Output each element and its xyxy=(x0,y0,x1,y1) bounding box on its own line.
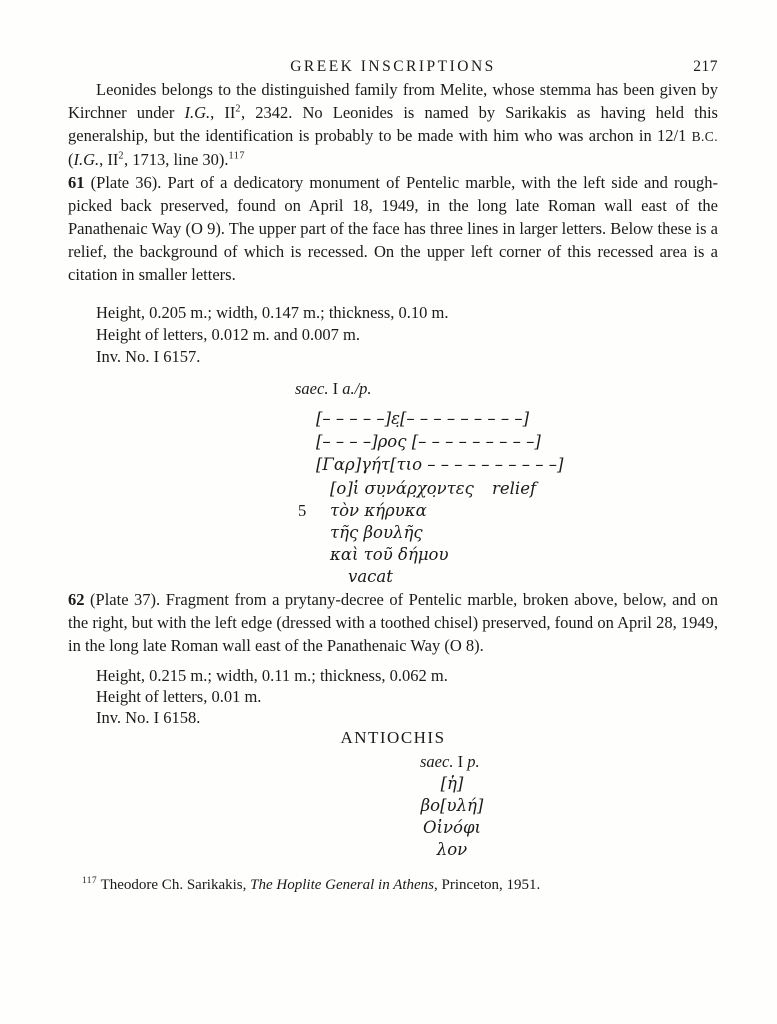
inscription-line: βο[υλή] xyxy=(420,796,484,815)
page-title: GREEK INSCRIPTIONS xyxy=(290,58,496,75)
inscription-line: τῆς βουλῆς xyxy=(330,523,423,542)
entry-61-measurements xyxy=(96,302,718,368)
vacat-note: vacat xyxy=(348,567,393,586)
measurement-line: Height, 0.205 m.; width, 0.147 m.; thickness, 0.10 m. xyxy=(96,303,449,322)
inscription-line: [ἡ] xyxy=(440,774,464,793)
footnote: $^{117}$ Theodore Ch. Sarikakis, The Hoplite General in Athens, Princeton, 1951. xyxy=(82,876,541,893)
intro-paragraph: Leonides belongs to the distinguished family from Melite, whose stemma has been given by Kirchner under I.G., $II^2$, 2342. No Leonides is named by Sarikakis as having held this generalship, but the identification is probably to be made with him who was archon in 12/1 B.C. (I.G., $II^2$, 1713, line 30).$^{117}$ xyxy=(68,80,718,169)
entry-62-paragraph: 62 (Plate 37). Fragment from a prytany-decree of Pentelic marble, broken above, below, and on the right, but with the left edge (dressed with a toothed chisel) preserved, found on April 28, 1949, in the long late Roman wall east of the Panathenaic Way (O 8). xyxy=(68,590,718,655)
entry-61-paragraph: 61 (Plate 36). Part of a dedicatory monument of Pentelic marble, with the left side and rough-picked back preserved, found on April 18, 1949, in the long late Roman wall east of the Panathenaic Way (O 9). The upper part of the face has three lines in larger letters. Below these is a relief, the background of which is recessed. On the upper left corner of this recessed area is a citation in smaller letters. xyxy=(68,173,718,284)
inscription-line xyxy=(68,478,718,500)
inscription-line: Οἰνόφι xyxy=(423,818,481,837)
measurement-line: Inv. No. I 6157. xyxy=(96,347,201,366)
line-number: 5 xyxy=(298,501,307,520)
running-head xyxy=(68,58,718,78)
relief-note: relief xyxy=(492,479,537,498)
inscription-line: [– – – –]ρος [– – – – – – – – –] xyxy=(316,432,541,451)
inscription-line: [– – – – –]ε̣[– – – – – – – – –] xyxy=(316,409,530,428)
tribe-heading: ANTIOCHIS xyxy=(340,728,446,747)
entry-62-date: saec. I p. xyxy=(420,752,480,771)
measurement-line: Inv. No. I 6158. xyxy=(96,708,201,727)
inscription-line: [Γαρ]γήτ[τιο – – – – – – – – – –] xyxy=(316,455,564,474)
text-column xyxy=(68,58,718,895)
entry-61-inscription xyxy=(68,407,718,588)
inscription-text: [ο]ἱ συ̣νάρ̣χο̣ντες xyxy=(330,479,474,498)
measurement-line: Height, 0.215 m.; width, 0.11 m.; thickness, 0.062 m. xyxy=(96,666,448,685)
measurement-line: Height of letters, 0.01 m. xyxy=(96,687,262,706)
entry-62-measurements xyxy=(96,665,718,728)
measurement-line: Height of letters, 0.012 m. and 0.007 m. xyxy=(96,325,360,344)
inscription-line: καὶ τοῦ δήμου xyxy=(330,545,449,564)
inscription-line: λον xyxy=(436,840,468,859)
page-number: 217 xyxy=(693,58,718,75)
entry-62-inscription xyxy=(352,773,552,861)
inscription-text: τὸν κήρυκα xyxy=(330,501,427,520)
inscription-line xyxy=(68,500,718,522)
entry-61-date: saec. I a./p. xyxy=(295,379,372,398)
inscription-citation-group xyxy=(68,478,718,588)
